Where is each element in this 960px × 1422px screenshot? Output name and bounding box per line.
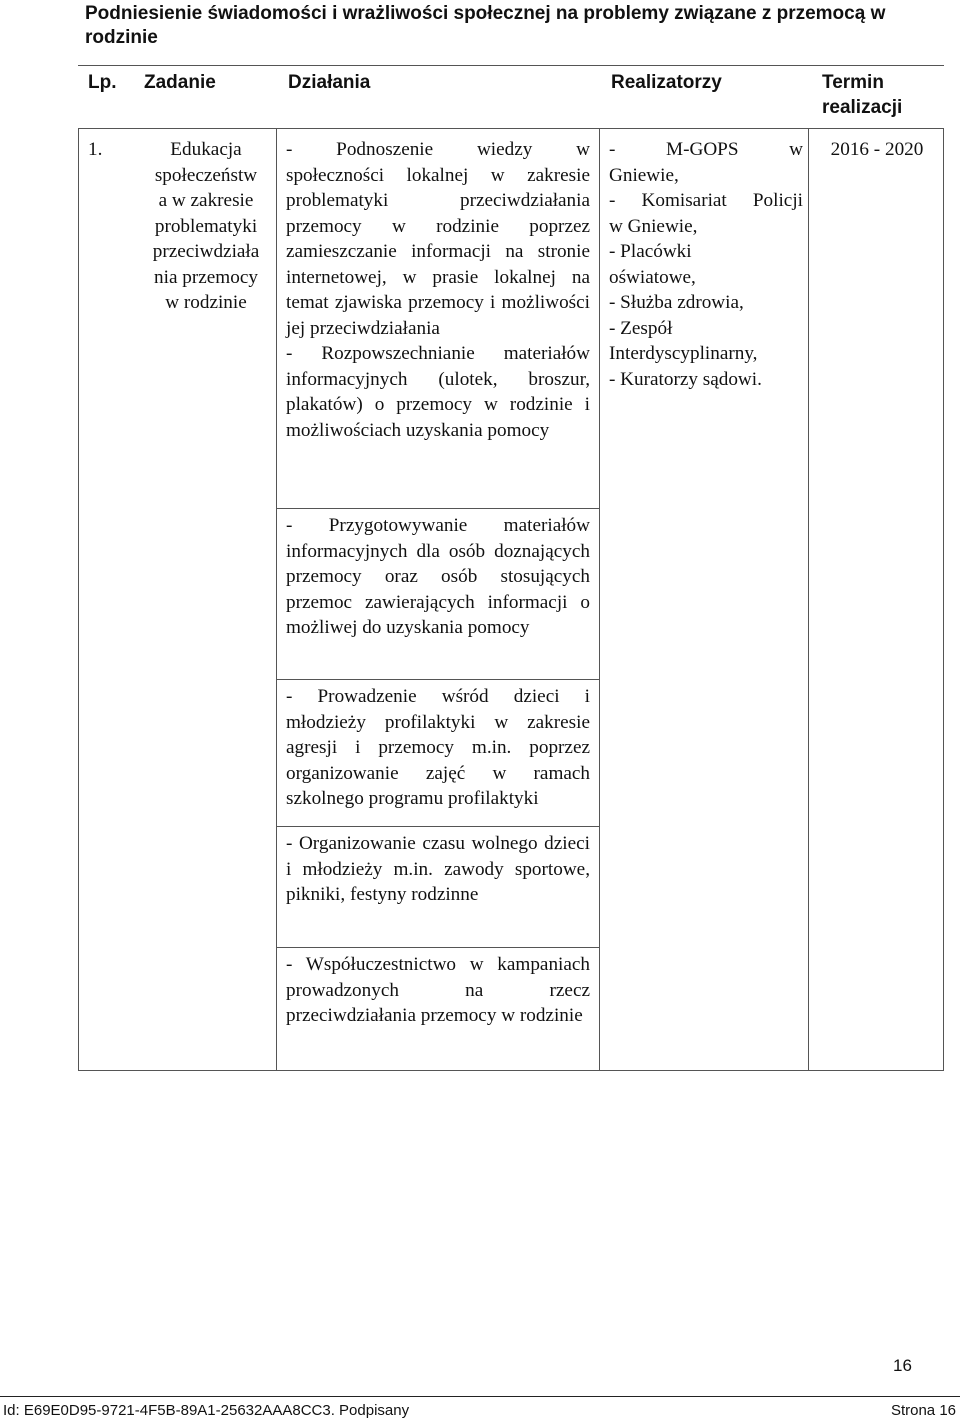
- dzialania-item-2: - Przygotowywanie materiałów informacyjnych dla osób doznających przemocy oraz osób stosujących przemoc zawierających informacji o możliwej do uzyskania pomocy: [286, 515, 590, 638]
- table-left-border: [78, 128, 79, 1071]
- dzialania-divider-1: [276, 508, 600, 509]
- realizatorzy-line: w Gniewie,: [609, 215, 698, 237]
- table-top-border: [78, 65, 944, 66]
- realizatorzy-line: oświatowe,: [609, 266, 696, 288]
- header-zadanie: [144, 70, 216, 133]
- cell-realizatorzy: [609, 137, 803, 392]
- realizatorzy-line: - Służba zdrowia,: [609, 292, 744, 313]
- page-number: 16: [893, 1356, 912, 1375]
- cell-termin: 2016 - 2020: [830, 139, 924, 160]
- heading-line-2: rodzinie: [85, 27, 158, 48]
- table-bottom-border: [78, 1070, 944, 1071]
- dzialania-item-1: [286, 137, 590, 443]
- dzialania-item-1-text: społeczności lokalnej w zakresie problematyki przeciwdziałania przemocy w rodzinie poprzez zamieszczanie informacji na stronie internetowej, w prasie lokalnej na temat zjawiska przemocy i możliwości jej przeciwdziałania: [286, 164, 590, 339]
- dzialania-item-1-extra: - Rozpowszechnianie materiałów informacyjnych (ulotek, broszur, plakatów) o przemocy w rodzinie i możliwościach uzyskania pomocy: [286, 343, 590, 441]
- header-dzialania-label: Działania: [288, 72, 371, 93]
- realizatorzy-line: - Kuratorzy sądowi.: [609, 368, 762, 390]
- dzialania-divider-2: [276, 679, 600, 680]
- header-termin: [822, 70, 902, 133]
- table-right-border: [943, 128, 944, 1071]
- header-dzialania: [288, 70, 370, 133]
- realizatorzy-line: - M-GOPS w: [609, 139, 803, 160]
- col-divider-zadanie: [276, 128, 277, 1071]
- zadanie-line: problematyki: [154, 215, 258, 237]
- zadanie-line: w rodzinie: [165, 292, 247, 313]
- header-termin-line2: realizacji: [822, 97, 903, 118]
- footer-document-id: Id: E69E0D95-9721-4F5B-89A1-25632AAA8CC3. Podpisany: [3, 1402, 410, 1419]
- dzialania-item-5: - Współuczestnictwo w kampaniach prowadzonych na rzecz przeciwdziałania przemocy w rodzinie: [286, 954, 590, 1026]
- zadanie-line: Edukacja: [170, 139, 242, 160]
- cell-lp: 1.: [88, 139, 103, 160]
- tasks-table: [78, 65, 944, 1071]
- zadanie-line: a w zakresie: [158, 190, 254, 211]
- zadanie-line: przeciwdziała: [152, 241, 260, 262]
- dzialania-divider-3: [276, 826, 600, 827]
- header-realizatorzy-label: Realizatorzy: [611, 72, 722, 93]
- realizatorzy-line: Gniewie,: [609, 164, 679, 186]
- dzialania-item-4: - Organizowanie czasu wolnego dzieci i młodzieży m.in. zawody sportowe, pikniki, festyny rodzinne: [286, 833, 590, 905]
- cell-zadanie: [144, 137, 268, 316]
- realizatorzy-line: Interdyscyplinarny,: [609, 343, 758, 364]
- dzialania-divider-4: [276, 947, 600, 948]
- footer-divider: [0, 1396, 960, 1397]
- dzialania-item-1-first-line: - Podnoszenie wiedzy w: [286, 139, 590, 160]
- header-realizatorzy: [611, 70, 722, 133]
- col-divider-dzialania: [599, 128, 600, 1071]
- heading-line-1: Podniesienie świadomości i wrażliwości społecznej na problemy związane z przemocą w: [85, 3, 886, 24]
- realizatorzy-line: - Zespół: [609, 317, 673, 339]
- zadanie-line: społeczeństw: [154, 164, 258, 186]
- header-lp-label: Lp.: [88, 72, 117, 93]
- dzialania-item-3: - Prowadzenie wśród dzieci i młodzieży profilaktyki w zakresie agresji i przemocy m.in. poprzez organizowanie zajęć w ramach szkolnego programu profilaktyki: [286, 686, 590, 809]
- col-divider-realizatorzy: [808, 128, 809, 1071]
- header-lp: [88, 70, 117, 133]
- header-zadanie-label: Zadanie: [144, 72, 216, 93]
- realizatorzy-line: - Placówki: [609, 241, 692, 262]
- footer-page-label: Strona 16: [890, 1402, 956, 1419]
- header-termin-line1: Termin: [822, 72, 884, 93]
- realizatorzy-line: - Komisariat Policji: [609, 190, 803, 211]
- zadanie-line: nia przemocy: [154, 266, 258, 288]
